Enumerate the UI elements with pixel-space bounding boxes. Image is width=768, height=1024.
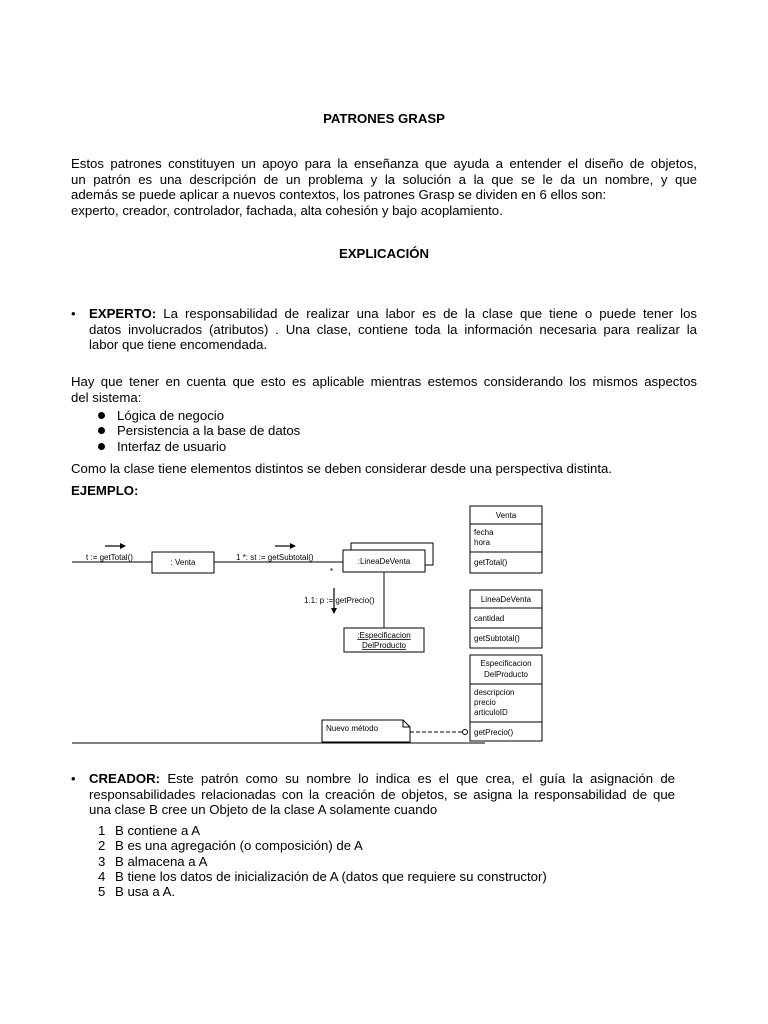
intro-line: un patrón es una descripción de un problema y la solución a la que se le da un nombre, y que — [71, 171, 697, 187]
intro-line: además se puede aplicar a nuevos contextos, los patrones Grasp se dividen en 6 ellos son: — [71, 187, 607, 202]
perspective-text: Como la clase tiene elementos distintos se deben considerar desde una perspectiva distinta. — [71, 461, 613, 476]
svg-text:Especificacion: Especificacion — [480, 659, 532, 668]
list-item: Interfaz de usuario — [98, 439, 300, 454]
svg-text:descripcion: descripcion — [474, 688, 515, 697]
svg-text:fecha: fecha — [474, 528, 494, 537]
page-title: PATRONES GRASP — [323, 111, 445, 126]
note-line: del sistema: — [71, 389, 142, 405]
svg-text:Venta: Venta — [495, 511, 517, 520]
bullet-icon: • — [71, 306, 76, 321]
experto-line: labor que tiene encomendada. — [89, 337, 268, 352]
message-1: t := getTotal() — [86, 553, 133, 562]
svg-text:DelProducto: DelProducto — [483, 670, 529, 679]
message-2: 1 *: st := getSubtotal() — [236, 553, 314, 562]
bullet-dot-icon — [98, 443, 105, 450]
experto-paragraph — [89, 306, 697, 353]
svg-text:DelProducto: DelProducto — [361, 641, 407, 650]
svg-text:precio: precio — [474, 698, 496, 707]
note-label: Nuevo método — [326, 724, 379, 733]
creador-line: responsabilidades relacionadas con la creación de objetos, se asigna la responsabilidad de que — [89, 786, 675, 802]
bullet-icon: • — [71, 771, 76, 786]
section-title: EXPLICACIÓN — [338, 246, 430, 261]
svg-text:LineaDeVenta: LineaDeVenta — [480, 595, 532, 604]
svg-text:hora: hora — [474, 538, 491, 547]
intro-line: experto, creador, controlador, fachada, alta cohesión y bajo acoplamiento. — [71, 202, 503, 218]
example-label: EJEMPLO: — [71, 483, 139, 498]
arrow-icon — [120, 543, 126, 549]
linea-object-label: :LineaDeVenta — [357, 557, 411, 566]
bullet-dot-icon — [98, 412, 105, 419]
list-item: Persistencia a la base de datos — [98, 423, 300, 438]
svg-text:getPrecio(): getPrecio() — [474, 728, 514, 737]
experto-label: EXPERTO: — [89, 306, 157, 321]
experto-line: La responsabilidad de realizar una labor es de la clase que tiene o puede tener los — [163, 306, 698, 321]
svg-text:cantidad: cantidad — [474, 614, 505, 623]
svg-text:getTotal(): getTotal() — [474, 558, 508, 567]
list-item: 2 B es una agregación (o composición) de A — [98, 838, 363, 854]
message-3: 1.1: p := getPrecio() — [304, 596, 375, 605]
aspects-list — [98, 408, 300, 454]
collaboration-diagram — [60, 500, 560, 750]
note-paragraph — [71, 374, 697, 405]
list-item: 4 B tiene los datos de inicialización de A (datos que requiere su constructor) — [98, 868, 547, 884]
experto-line: datos involucrados (atributos) . Una clase, contiene toda la información necesaria para realizar la — [89, 321, 697, 337]
creador-label: CREADOR: — [89, 771, 161, 786]
intro-line: Estos patrones constituyen un apoyo para la enseñanza que ayuda a entender el diseño de objetos, — [71, 156, 697, 171]
svg-text::Especificacion: :Especificacion — [357, 631, 411, 640]
creador-paragraph — [89, 771, 675, 818]
creador-line: Este patrón como su nombre lo indica es el que crea, el guía la asignación de — [167, 771, 675, 786]
list-item: 3 B almacena a A — [98, 853, 208, 869]
intro-paragraph — [71, 156, 697, 218]
list-item: 1 B contiene a A — [98, 823, 201, 838]
svg-text:articuloID: articuloID — [474, 708, 508, 717]
conditions-list — [98, 823, 547, 899]
arrow-down-icon — [331, 608, 337, 614]
svg-text:getSubtotal(): getSubtotal() — [474, 634, 520, 643]
arrow-icon — [290, 543, 296, 549]
creador-line: una clase B cree un Objeto de la clase A solamente cuando — [89, 802, 438, 817]
list-item: Lógica de negocio — [98, 408, 300, 423]
bullet-dot-icon — [98, 427, 105, 434]
multiplicity: * — [330, 567, 334, 576]
list-item: 5 B usa a A. — [98, 884, 176, 900]
venta-object-label: : Venta — [170, 558, 196, 567]
note-line: Hay que tener en cuenta que esto es aplicable mientras estemos considerando los mismos aspectos — [71, 374, 697, 389]
